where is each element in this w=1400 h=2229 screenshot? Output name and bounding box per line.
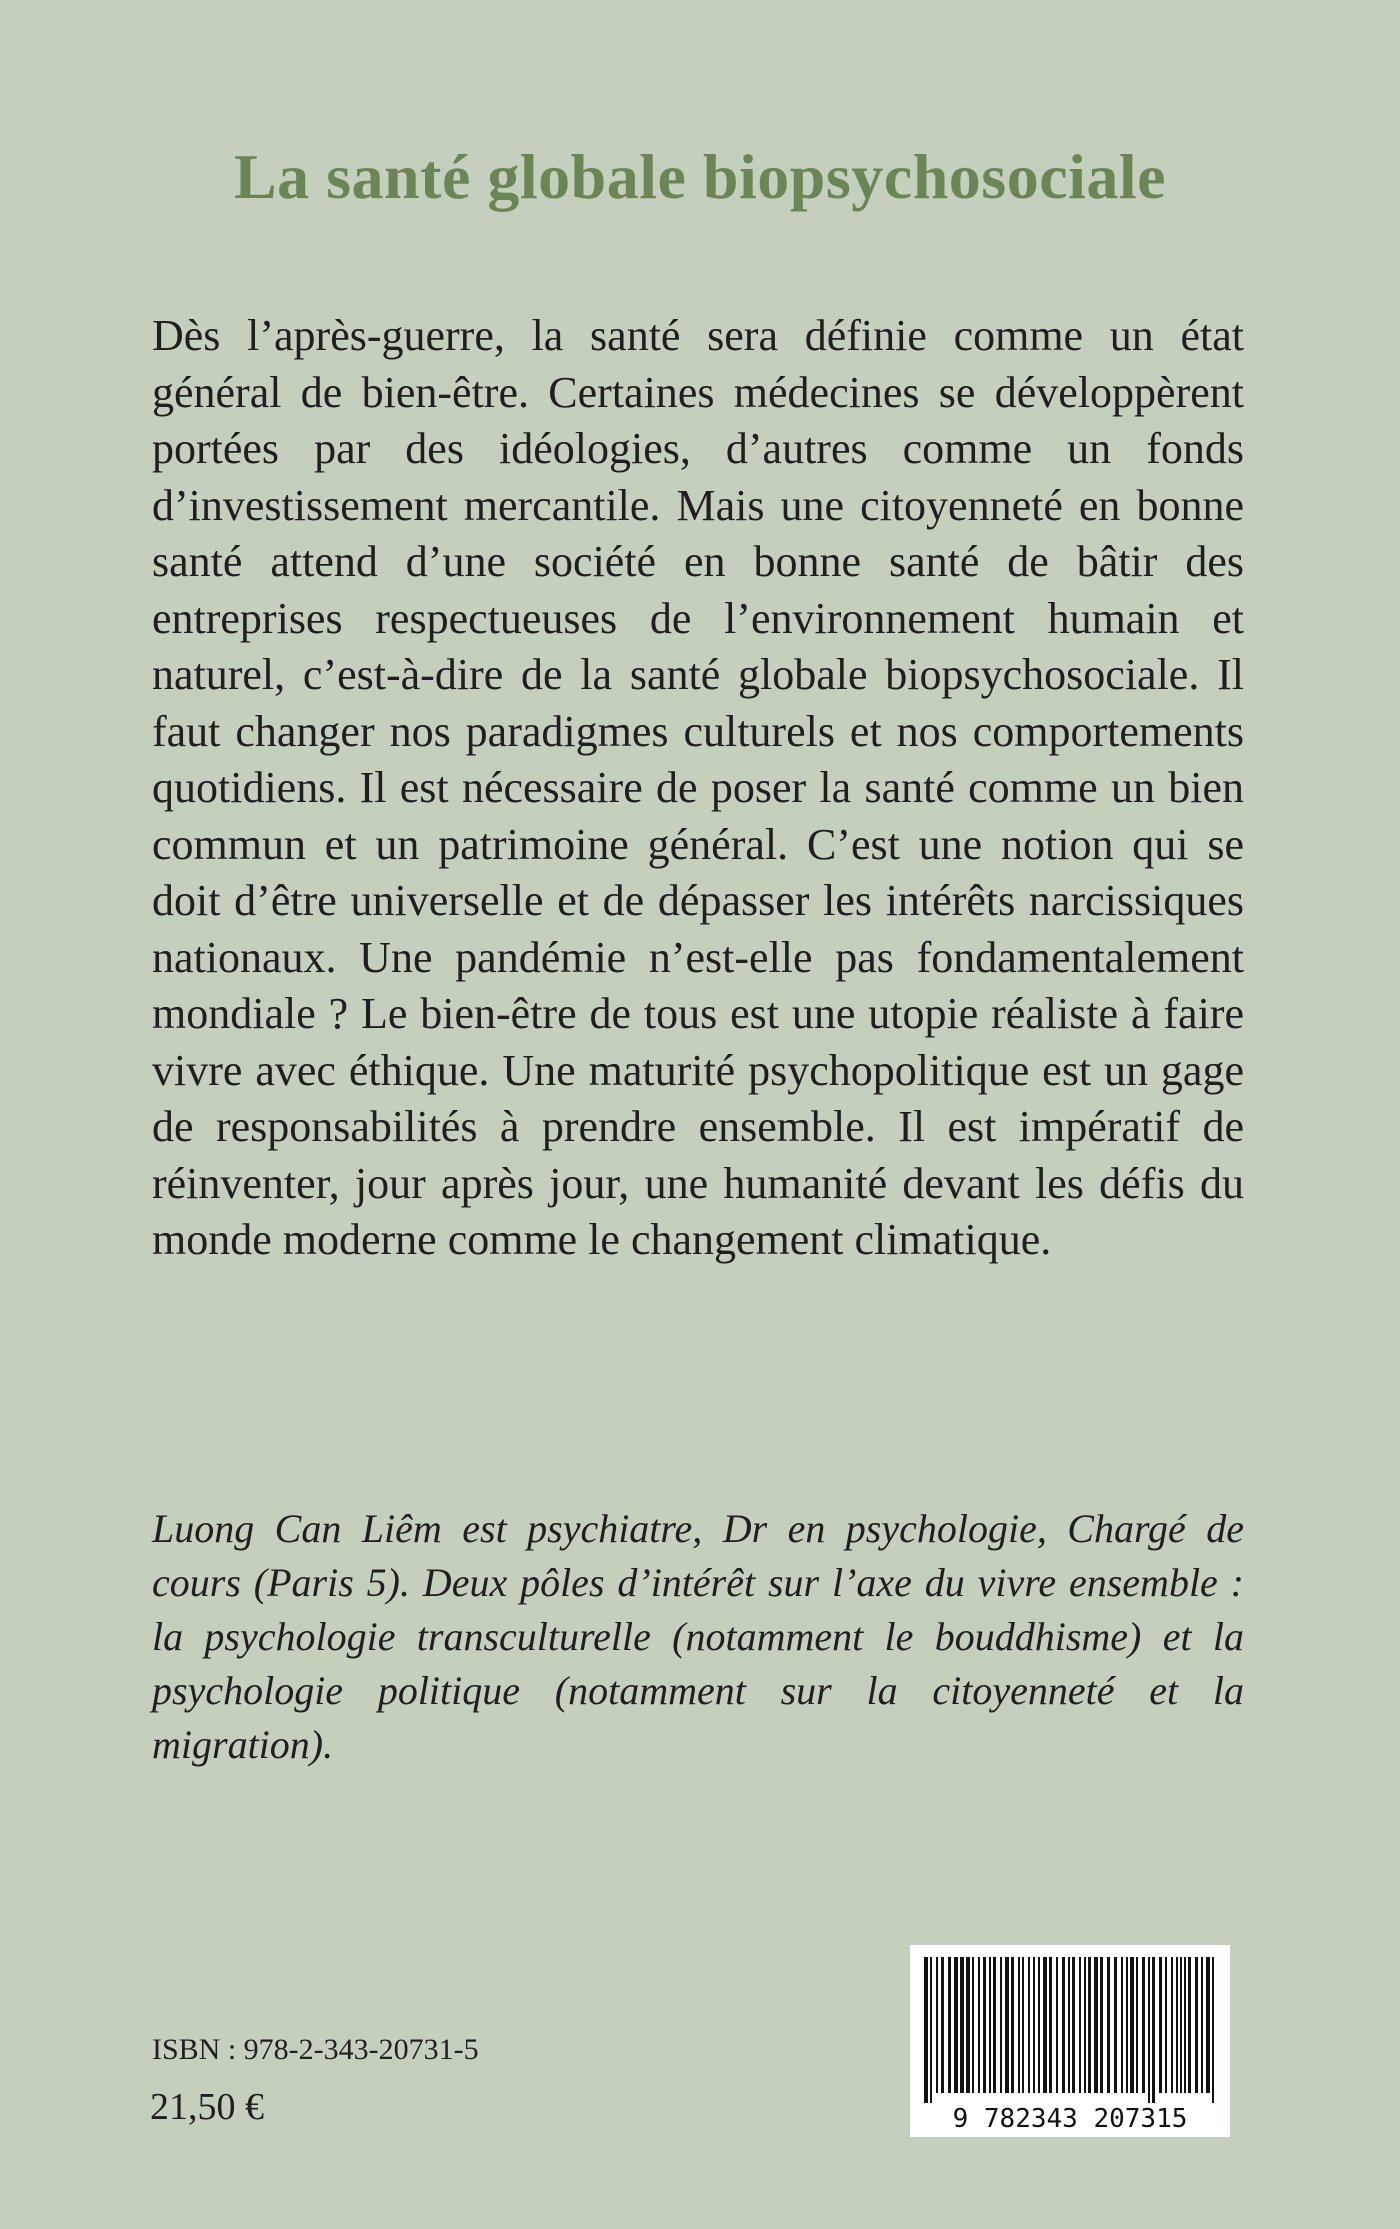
barcode-bar [1011,1957,1014,2093]
barcode-bar [1159,1957,1162,2093]
barcode-graphic [910,1945,1230,2137]
barcode-bar [1114,1957,1117,2093]
barcode-bar [1033,1957,1035,2093]
price: 21,50 € [150,2086,264,2128]
barcode-bar [1184,1957,1186,2093]
barcode-bar [1107,1957,1110,2093]
barcode-bar [1180,1957,1182,2093]
barcode-bar [1152,1957,1155,2103]
barcode-bar [1056,1957,1058,2093]
barcode-bar [1126,1957,1128,2093]
barcode-bar [941,1957,944,2093]
barcode-bar [954,1957,958,2093]
barcode-bar [1142,1957,1145,2093]
barcode-bar [978,1957,980,2093]
barcode-bar [1094,1957,1098,2093]
barcode-bar [1022,1957,1024,2093]
barcode-bar [972,1957,974,2093]
isbn-number: ISBN : 978-2-343-20731-5 [152,2033,479,2066]
barcode-bar [1188,1957,1191,2093]
barcode-bar [1043,1957,1047,2093]
barcode-bar [989,1957,991,2093]
barcode-bar [1195,1957,1198,2093]
barcode-bar [1062,1957,1065,2093]
barcode-bar [1049,1957,1052,2093]
barcode-bar [1028,1957,1030,2093]
barcode-bar [1038,1957,1040,2093]
book-title: La santé globale biopsychosociale [233,141,1167,212]
barcode-bar [983,1957,986,2093]
book-description: Dès l’après-guerre, la santé sera définie comme un état général de bien-être. Certaines médecines se développèrent portées par des idéologies, d’autres comme un fonds d’investissement mercantile. Mais une citoyenneté en bonne santé attend d’une société en bonne santé de bâtir des entreprises respectueuses de l’environnement humain et naturel, c’est-à-dire de la santé globale biopsychosociale. Il faut changer nos paradigmes culturels et nos comportements quotidiens. Il est nécessaire de poser la santé comme un bien commun et un patrimoine général. C’est une notion qui se doit d’être universelle et de dépasser les intérêts narcissiques nationaux. Une pandémie n’est-elle pas fondamentalement mondiale ? Le bien-être de tous est une utopie réaliste à faire vivre avec éthique. Une maturité psychopolitique est un gage de responsabilités à prendre ensemble. Il est impératif de réinventer, jour après jour, une humanité devant les défis du monde moderne comme le changement climatique. [152,311,1244,1264]
barcode-bar [1206,1957,1210,2093]
barcode-bar [1000,1957,1002,2093]
barcode-bar [1100,1957,1103,2093]
barcode-bar [936,1957,938,2093]
barcode-digits: 9 782343 207315 [952,2104,1188,2134]
barcode-bar [1212,1957,1214,2103]
barcode-bar [1068,1957,1070,2093]
barcode-bar [1005,1957,1009,2093]
barcode-bar [1130,1957,1134,2093]
barcode-bar [924,1957,928,2103]
barcode-bar [1072,1957,1075,2093]
barcode-bar [1201,1957,1203,2093]
barcode-bar [948,1957,951,2093]
barcode-bar [1165,1957,1167,2093]
barcode-bar [966,1957,970,2093]
barcode-bar [1121,1957,1123,2093]
barcode-bar [1088,1957,1091,2093]
barcode-bar [993,1957,996,2093]
barcode-bar [1148,1957,1150,2103]
barcode-bar [1084,1957,1086,2093]
barcode-bar [1018,1957,1020,2093]
barcode-bar [1176,1957,1178,2093]
barcode-bar [1171,1957,1173,2093]
barcode-bar [1136,1957,1138,2093]
barcode-bar [930,1957,932,2103]
barcode-bar [960,1957,964,2093]
barcode [910,1945,1230,2137]
barcode-bars [924,1957,1214,2103]
barcode-bar [1079,1957,1081,2093]
author-bio: Luong Can Liêm est psychiatre, Dr en psychologie, Chargé de cours (Paris 5). Deux pôles d’intérêt sur l’axe du vivre ensemble : la psychologie transculturelle (notamment le bouddhisme) et la psychologie politique (notamment sur la citoyenneté et la migration). [152,1506,1244,1767]
